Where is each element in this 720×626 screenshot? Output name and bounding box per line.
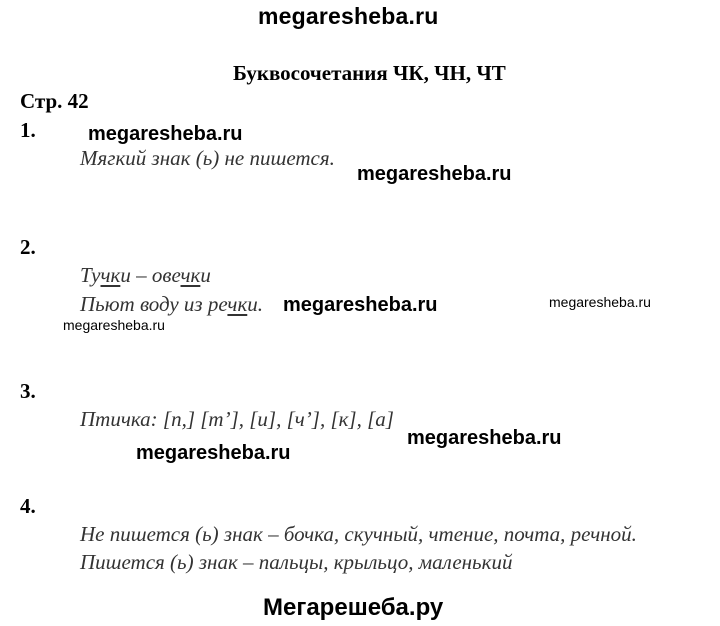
task-1-answer: Мягкий знак (ь) не пишется. xyxy=(80,146,335,170)
underlined-letters: чк xyxy=(180,263,201,287)
text-part: и. xyxy=(247,292,264,316)
watermark: megaresheba.ru xyxy=(88,123,243,145)
task-2-line-2 xyxy=(80,292,263,317)
watermark: megaresheba.ru xyxy=(63,317,165,333)
task-4-line-1: Не пишется (ь) знак – бочка, скучный, чтение, почта, речной. xyxy=(80,522,637,546)
task-2-line-1 xyxy=(80,263,211,288)
footer-brand: Мегарешеба.ру xyxy=(263,594,444,621)
task-4-number: 4. xyxy=(20,494,36,518)
watermark: megaresheba.ru xyxy=(136,442,291,464)
page-title: Буквосочетания ЧК, ЧН, ЧТ xyxy=(233,61,506,85)
text-part: и xyxy=(200,263,211,287)
text-part: Ту xyxy=(80,263,101,287)
watermark-top: megaresheba.ru xyxy=(258,3,439,29)
task-3-number: 3. xyxy=(20,379,36,403)
task-2-number: 2. xyxy=(20,235,36,259)
page-label: Стр. 42 xyxy=(20,89,89,113)
watermark: megaresheba.ru xyxy=(407,427,562,449)
task-1-number: 1. xyxy=(20,118,36,142)
task-4-line-2: Пишется (ь) знак – пальцы, крыльцо, маленький xyxy=(80,550,513,574)
task-3-answer: Птичка: [п,] [т’], [и], [ч’], [к], [а] xyxy=(80,407,394,431)
watermark: megaresheba.ru xyxy=(283,294,438,316)
text-part: и – ове xyxy=(120,263,181,287)
underlined-letters: чк xyxy=(100,263,121,287)
watermark: megaresheba.ru xyxy=(357,163,512,185)
watermark: megaresheba.ru xyxy=(549,294,651,310)
underlined-letters: чк xyxy=(227,292,248,316)
text-part: Пьют воду из ре xyxy=(80,292,228,316)
